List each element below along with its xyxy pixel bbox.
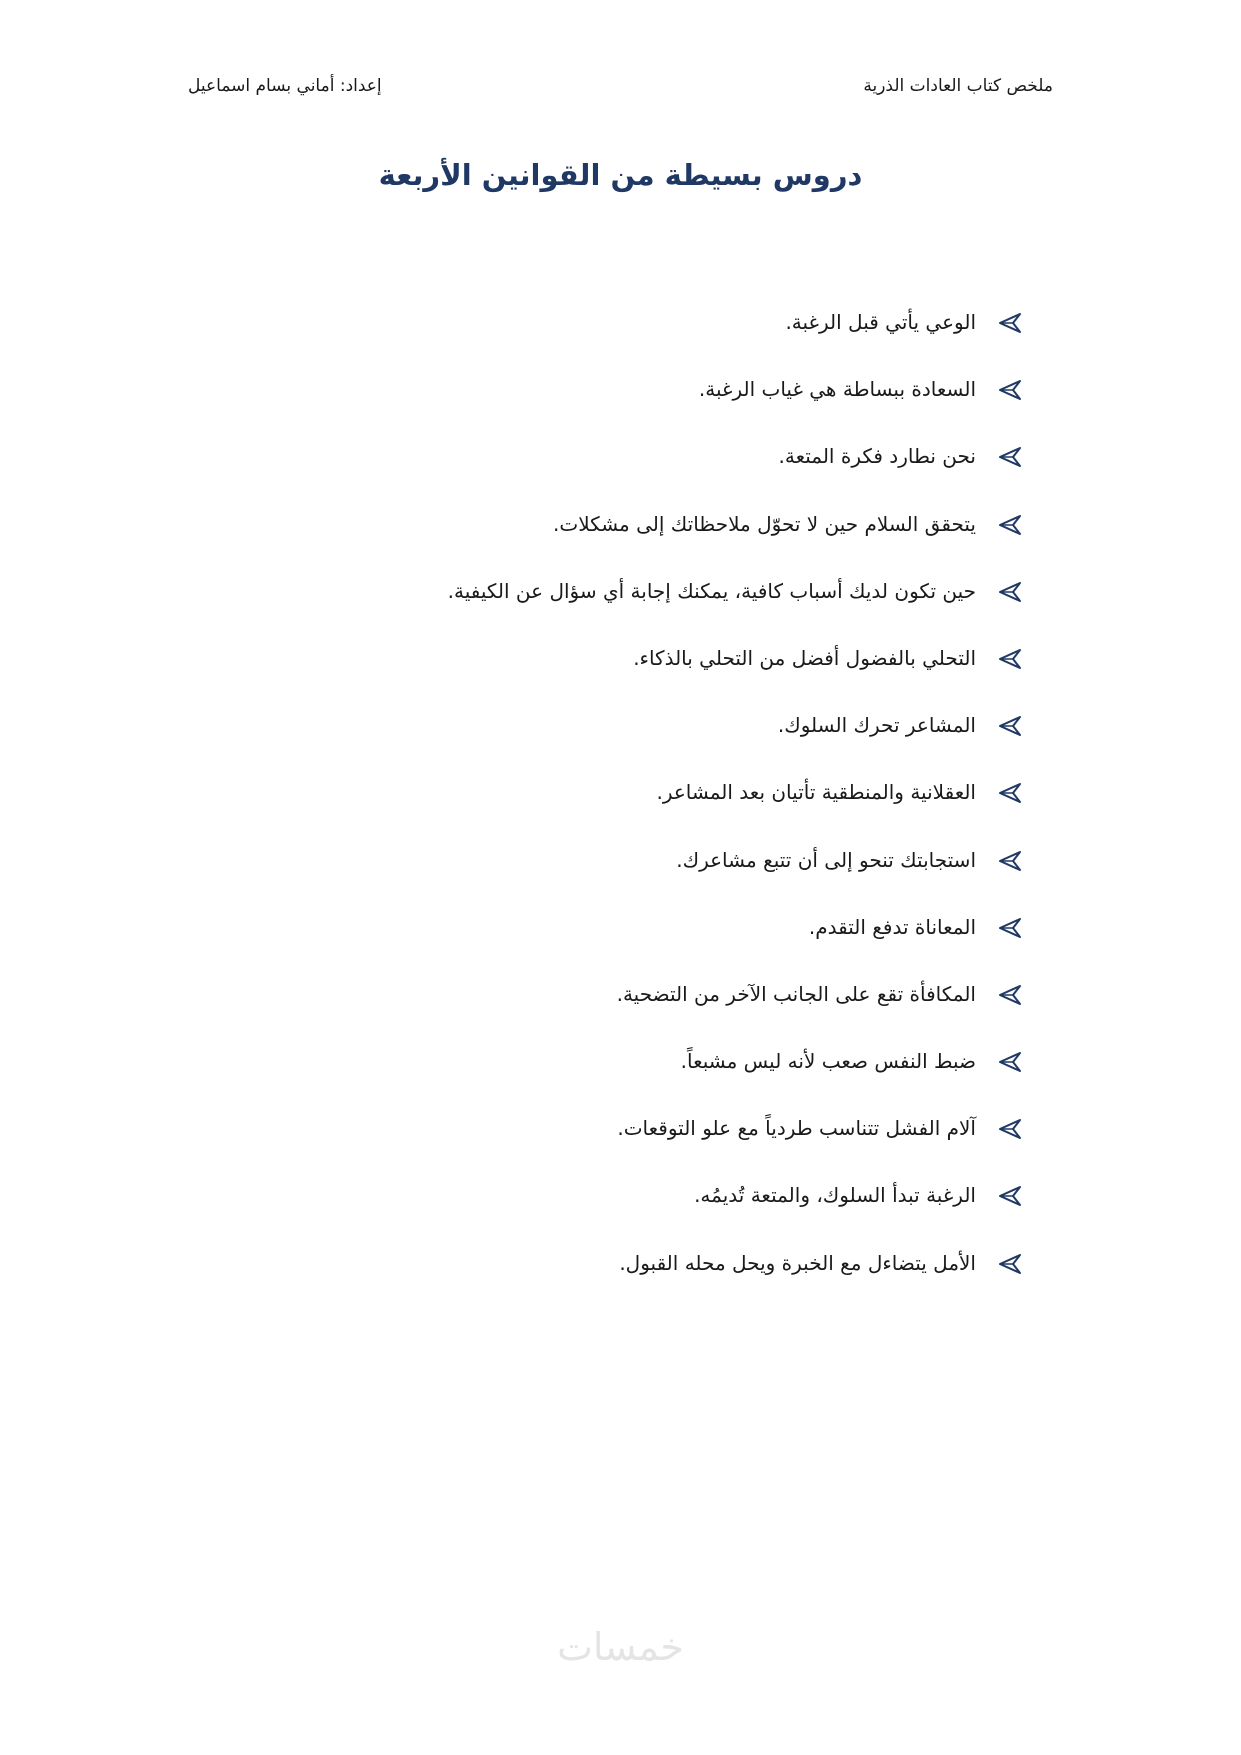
arrow-bullet-icon: [998, 1185, 1022, 1207]
arrow-bullet-icon: [998, 984, 1022, 1006]
list-item: [156, 576, 976, 643]
list-item: [156, 307, 976, 374]
lesson-text: العقلانية والمنطقية تأتيان بعد المشاعر.: [656, 780, 976, 805]
arrow-bullet-icon: [998, 379, 1022, 401]
list-item: [156, 777, 976, 844]
list-item: [156, 979, 976, 1046]
lesson-text: يتحقق السلام حين لا تحوّل ملاحظاتك إلى مشكلات.: [553, 511, 976, 536]
list-item: [156, 1180, 976, 1247]
lesson-text: الأمل يتضاءل مع الخبرة ويحل محله القبول.: [619, 1250, 976, 1275]
arrow-bullet-icon: [998, 715, 1022, 737]
list-item: [156, 845, 976, 912]
arrow-bullet-icon: [998, 782, 1022, 804]
lesson-text: المكافأة تقع على الجانب الآخر من التضحية.: [616, 981, 976, 1006]
arrow-bullet-icon: [998, 1051, 1022, 1073]
list-item: [156, 710, 976, 777]
lesson-text: استجابتك تنحو إلى أن تتبع مشاعرك.: [676, 847, 976, 872]
list-item: [156, 1113, 976, 1180]
list-item: [156, 441, 976, 508]
lesson-text: التحلي بالفضول أفضل من التحلي بالذكاء.: [633, 645, 976, 670]
lesson-text: آلام الفشل تتناسب طردياً مع علو التوقعات.: [617, 1116, 976, 1141]
lesson-text: المعاناة تدفع التقدم.: [808, 914, 976, 939]
arrow-bullet-icon: [998, 446, 1022, 468]
arrow-bullet-icon: [998, 514, 1022, 536]
list-item: [156, 509, 976, 576]
list-item: [156, 643, 976, 710]
lesson-text: الوعي يأتي قبل الرغبة.: [785, 310, 976, 334]
page-title: دروس بسيطة من القوانين الأربعة: [378, 158, 863, 192]
lesson-text: المشاعر تحرك السلوك.: [777, 713, 976, 738]
page-header: [0, 76, 1241, 106]
list-item: [156, 1248, 976, 1315]
arrow-bullet-icon: [998, 1118, 1022, 1140]
lesson-text: ضبط النفس صعب لأنه ليس مشبعاً.: [680, 1049, 976, 1074]
arrow-bullet-icon: [998, 1253, 1022, 1275]
lesson-text: الرغبة تبدأ السلوك، والمتعة تُديمُه.: [694, 1183, 976, 1208]
arrow-bullet-icon: [998, 312, 1022, 334]
book-title: ملخص كتاب العادات الذرية: [863, 76, 1053, 96]
lesson-text: حين تكون لديك أسباب كافية، يمكنك إجابة أي سؤال عن الكيفية.: [447, 578, 976, 603]
arrow-bullet-icon: [998, 581, 1022, 603]
list-item: [156, 374, 976, 441]
list-item: [156, 1046, 976, 1113]
arrow-bullet-icon: [998, 850, 1022, 872]
author-credit: إعداد: أماني بسام اسماعيل: [188, 76, 382, 96]
lessons-list: [156, 307, 976, 1315]
watermark-logo: خمسات: [557, 1625, 684, 1669]
arrow-bullet-icon: [998, 648, 1022, 670]
arrow-bullet-icon: [998, 917, 1022, 939]
list-item: [156, 912, 976, 979]
lesson-text: نحن نطارد فكرة المتعة.: [778, 444, 976, 469]
lesson-text: السعادة ببساطة هي غياب الرغبة.: [698, 377, 976, 402]
